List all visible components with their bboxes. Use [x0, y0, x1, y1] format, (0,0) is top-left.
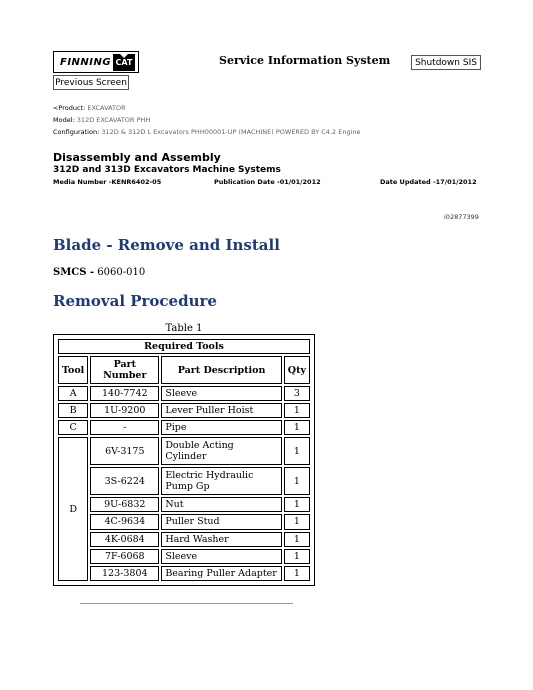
- qty-cell: 1: [284, 403, 310, 418]
- qty-cell: 1: [284, 532, 310, 547]
- col-header-part-description: Part Description: [161, 356, 281, 384]
- part-number-cell: 3S-6224: [90, 467, 159, 495]
- col-header-part-number: Part Number: [90, 356, 159, 384]
- shutdown-sis-button[interactable]: Shutdown SIS: [411, 55, 481, 70]
- table-row: [58, 403, 310, 418]
- finning-cat-logo: [53, 51, 139, 73]
- part-description-cell: Pipe: [161, 420, 281, 435]
- page-heading: Blade - Remove and Install: [53, 236, 280, 254]
- section-title: Disassembly and Assembly: [53, 151, 221, 164]
- part-number-cell: 1U-9200: [90, 403, 159, 418]
- part-number-cell: 6V-3175: [90, 437, 159, 465]
- product-line: [53, 104, 126, 112]
- part-description-cell: Sleeve: [161, 549, 281, 564]
- col-header-qty: Qty: [284, 356, 310, 384]
- table-row: [58, 549, 310, 564]
- part-description-cell: Puller Stud: [161, 514, 281, 529]
- smcs-value: 6060-010: [97, 267, 146, 278]
- part-number-cell: 7F-6068: [90, 549, 159, 564]
- part-description-cell: Bearing Puller Adapter: [161, 566, 281, 581]
- tool-cell: A: [58, 386, 88, 401]
- required-tools-table: [53, 334, 315, 586]
- qty-cell: 1: [284, 420, 310, 435]
- date-updated: Date Updated -17/01/2012: [380, 178, 477, 186]
- part-number-cell: 4C-9634: [90, 514, 159, 529]
- table-row: [58, 420, 310, 435]
- smcs-label: SMCS -: [53, 267, 95, 278]
- part-description-cell: Electric Hydraulic Pump Gp: [161, 467, 281, 495]
- product-label[interactable]: <Product:: [53, 104, 86, 112]
- table-row: [58, 514, 310, 529]
- qty-cell: 1: [284, 514, 310, 529]
- config-label: Configuration:: [53, 128, 100, 136]
- table-caption: Table 1: [165, 323, 203, 334]
- qty-cell: 1: [284, 437, 310, 465]
- smcs-code: [53, 267, 145, 278]
- app-title: Service Information System: [219, 54, 391, 67]
- col-header-tool: Tool: [58, 356, 88, 384]
- part-description-cell: Sleeve: [161, 386, 281, 401]
- table-row: [58, 437, 310, 465]
- previous-screen-button[interactable]: Previous Screen: [53, 75, 129, 90]
- table-row: [58, 532, 310, 547]
- part-number-cell: -: [90, 420, 159, 435]
- table-row: [58, 566, 310, 581]
- publication-date: Publication Date -01/01/2012: [214, 178, 321, 186]
- qty-cell: 1: [284, 497, 310, 512]
- cat-logo-icon: CAT: [113, 54, 135, 71]
- config-value: 312D & 312D L Excavators PHH00001-UP (MACHINE) POWERED BY C4.2 Engine: [101, 128, 361, 136]
- qty-cell: 3: [284, 386, 310, 401]
- part-description-cell: Double Acting Cylinder: [161, 437, 281, 465]
- table-row: [58, 386, 310, 401]
- configuration-line: [53, 128, 361, 136]
- product-value: EXCAVATOR: [87, 104, 126, 112]
- model-line: [53, 116, 150, 124]
- part-number-cell: 140-7742: [90, 386, 159, 401]
- document-id: i02877399: [444, 213, 479, 221]
- part-number-cell: 4K-0684: [90, 532, 159, 547]
- table-title: Required Tools: [58, 339, 310, 354]
- qty-cell: 1: [284, 566, 310, 581]
- logo-word: FINNING: [60, 56, 112, 68]
- tool-cell: B: [58, 403, 88, 418]
- table-row: [58, 467, 310, 495]
- part-description-cell: Lever Puller Hoist: [161, 403, 281, 418]
- table-row: [58, 497, 310, 512]
- model-label: Model:: [53, 116, 75, 124]
- model-value: 312D EXCAVATOR PHH: [76, 116, 151, 124]
- tool-cell: D: [58, 437, 88, 581]
- qty-cell: 1: [284, 467, 310, 495]
- section-subtitle: 312D and 313D Excavators Machine Systems: [53, 165, 281, 175]
- divider: [80, 603, 293, 604]
- part-description-cell: Nut: [161, 497, 281, 512]
- media-number: Media Number -KENR6402-05: [53, 178, 162, 186]
- procedure-heading: Removal Procedure: [53, 292, 217, 310]
- part-number-cell: 123-3804: [90, 566, 159, 581]
- part-number-cell: 9U-6832: [90, 497, 159, 512]
- qty-cell: 1: [284, 549, 310, 564]
- part-description-cell: Hard Washer: [161, 532, 281, 547]
- tool-cell: C: [58, 420, 88, 435]
